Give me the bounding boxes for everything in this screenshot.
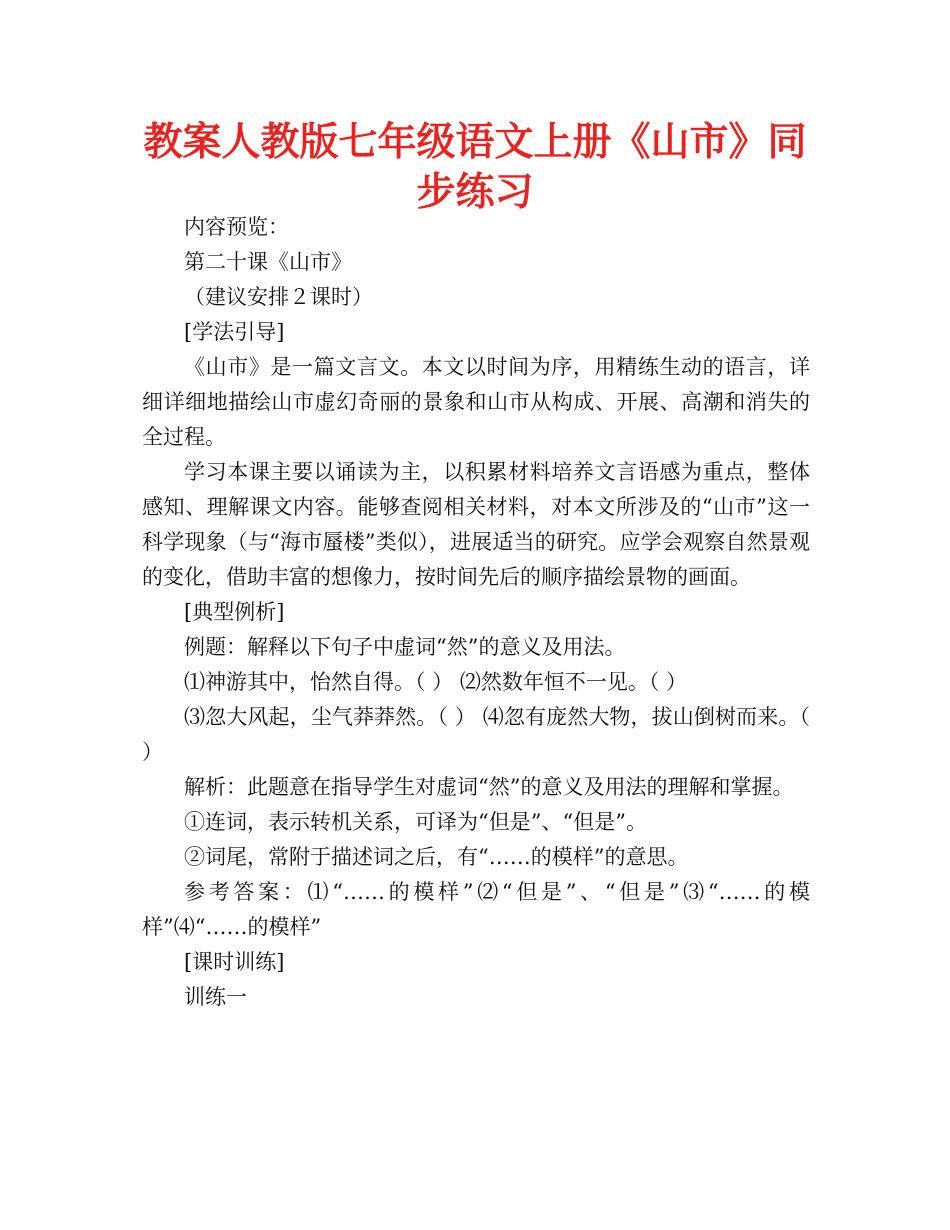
section-heading-examples: [典型例析]	[184, 600, 285, 624]
section-heading-practice: [课时训练]	[184, 950, 285, 974]
paragraph-preview-label: 内容预览：	[184, 215, 289, 239]
paragraph-meaning-2: ②词尾，常附于描述词之后，有“……的模样”的意思。	[184, 845, 689, 869]
paragraph-analysis: 解析：此题意在指导学生对虚词“然”的意义及用法的理解和掌握。	[184, 775, 794, 799]
section-heading-study-guide: [学法引导]	[184, 320, 285, 344]
paragraph-lesson-hours: （建议安排２课时）	[184, 285, 373, 309]
document-title: 教案人教版七年级语文上册《山市》同步练习	[143, 120, 807, 215]
document-body	[142, 210, 810, 1015]
paragraph-example-question: 例题：解释以下句子中虚词“然”的意义及用法。	[184, 635, 626, 659]
paragraph-answer: 参考答案：⑴“……的模样”⑵“但是”、“但是”⑶“……的模样”⑷“……的模样”	[142, 880, 810, 939]
paragraph-practice-one: 训练一	[184, 985, 247, 1009]
paragraph-example-items-3-4: ⑶忽大风起，尘气莽莽然。（ ） ⑷忽有庞然大物，拔山倒树而来。（ ）	[142, 705, 810, 764]
paragraph-intro: 《山市》是一篇文言文。本文以时间为序，用精练生动的语言，详细详细地描绘山市虚幻奇丽的景象和山市从构成、开展、高潮和消失的全过程。	[142, 355, 810, 449]
paragraph-lesson-title: 第二十课《山市》	[184, 250, 352, 274]
paragraph-meaning-1: ①连词，表示转机关系，可译为“但是”、“但是”。	[184, 810, 647, 834]
paragraph-example-items-1-2: ⑴神游其中，怡然自得。（ ） ⑵然数年恒不一见。（ ）	[184, 670, 688, 694]
paragraph-study-focus: 学习本课主要以诵读为主，以积累材料培养文言语感为重点，整体感知、理解课文内容。能够查阅相关材料，对本文所涉及的“山市”这一科学现象（与“海市蜃楼”类似），进展适当的研究。应学会观察自然景观的变化，借助丰富的想像力，按时间先后的顺序描绘景物的画面。	[142, 460, 810, 589]
